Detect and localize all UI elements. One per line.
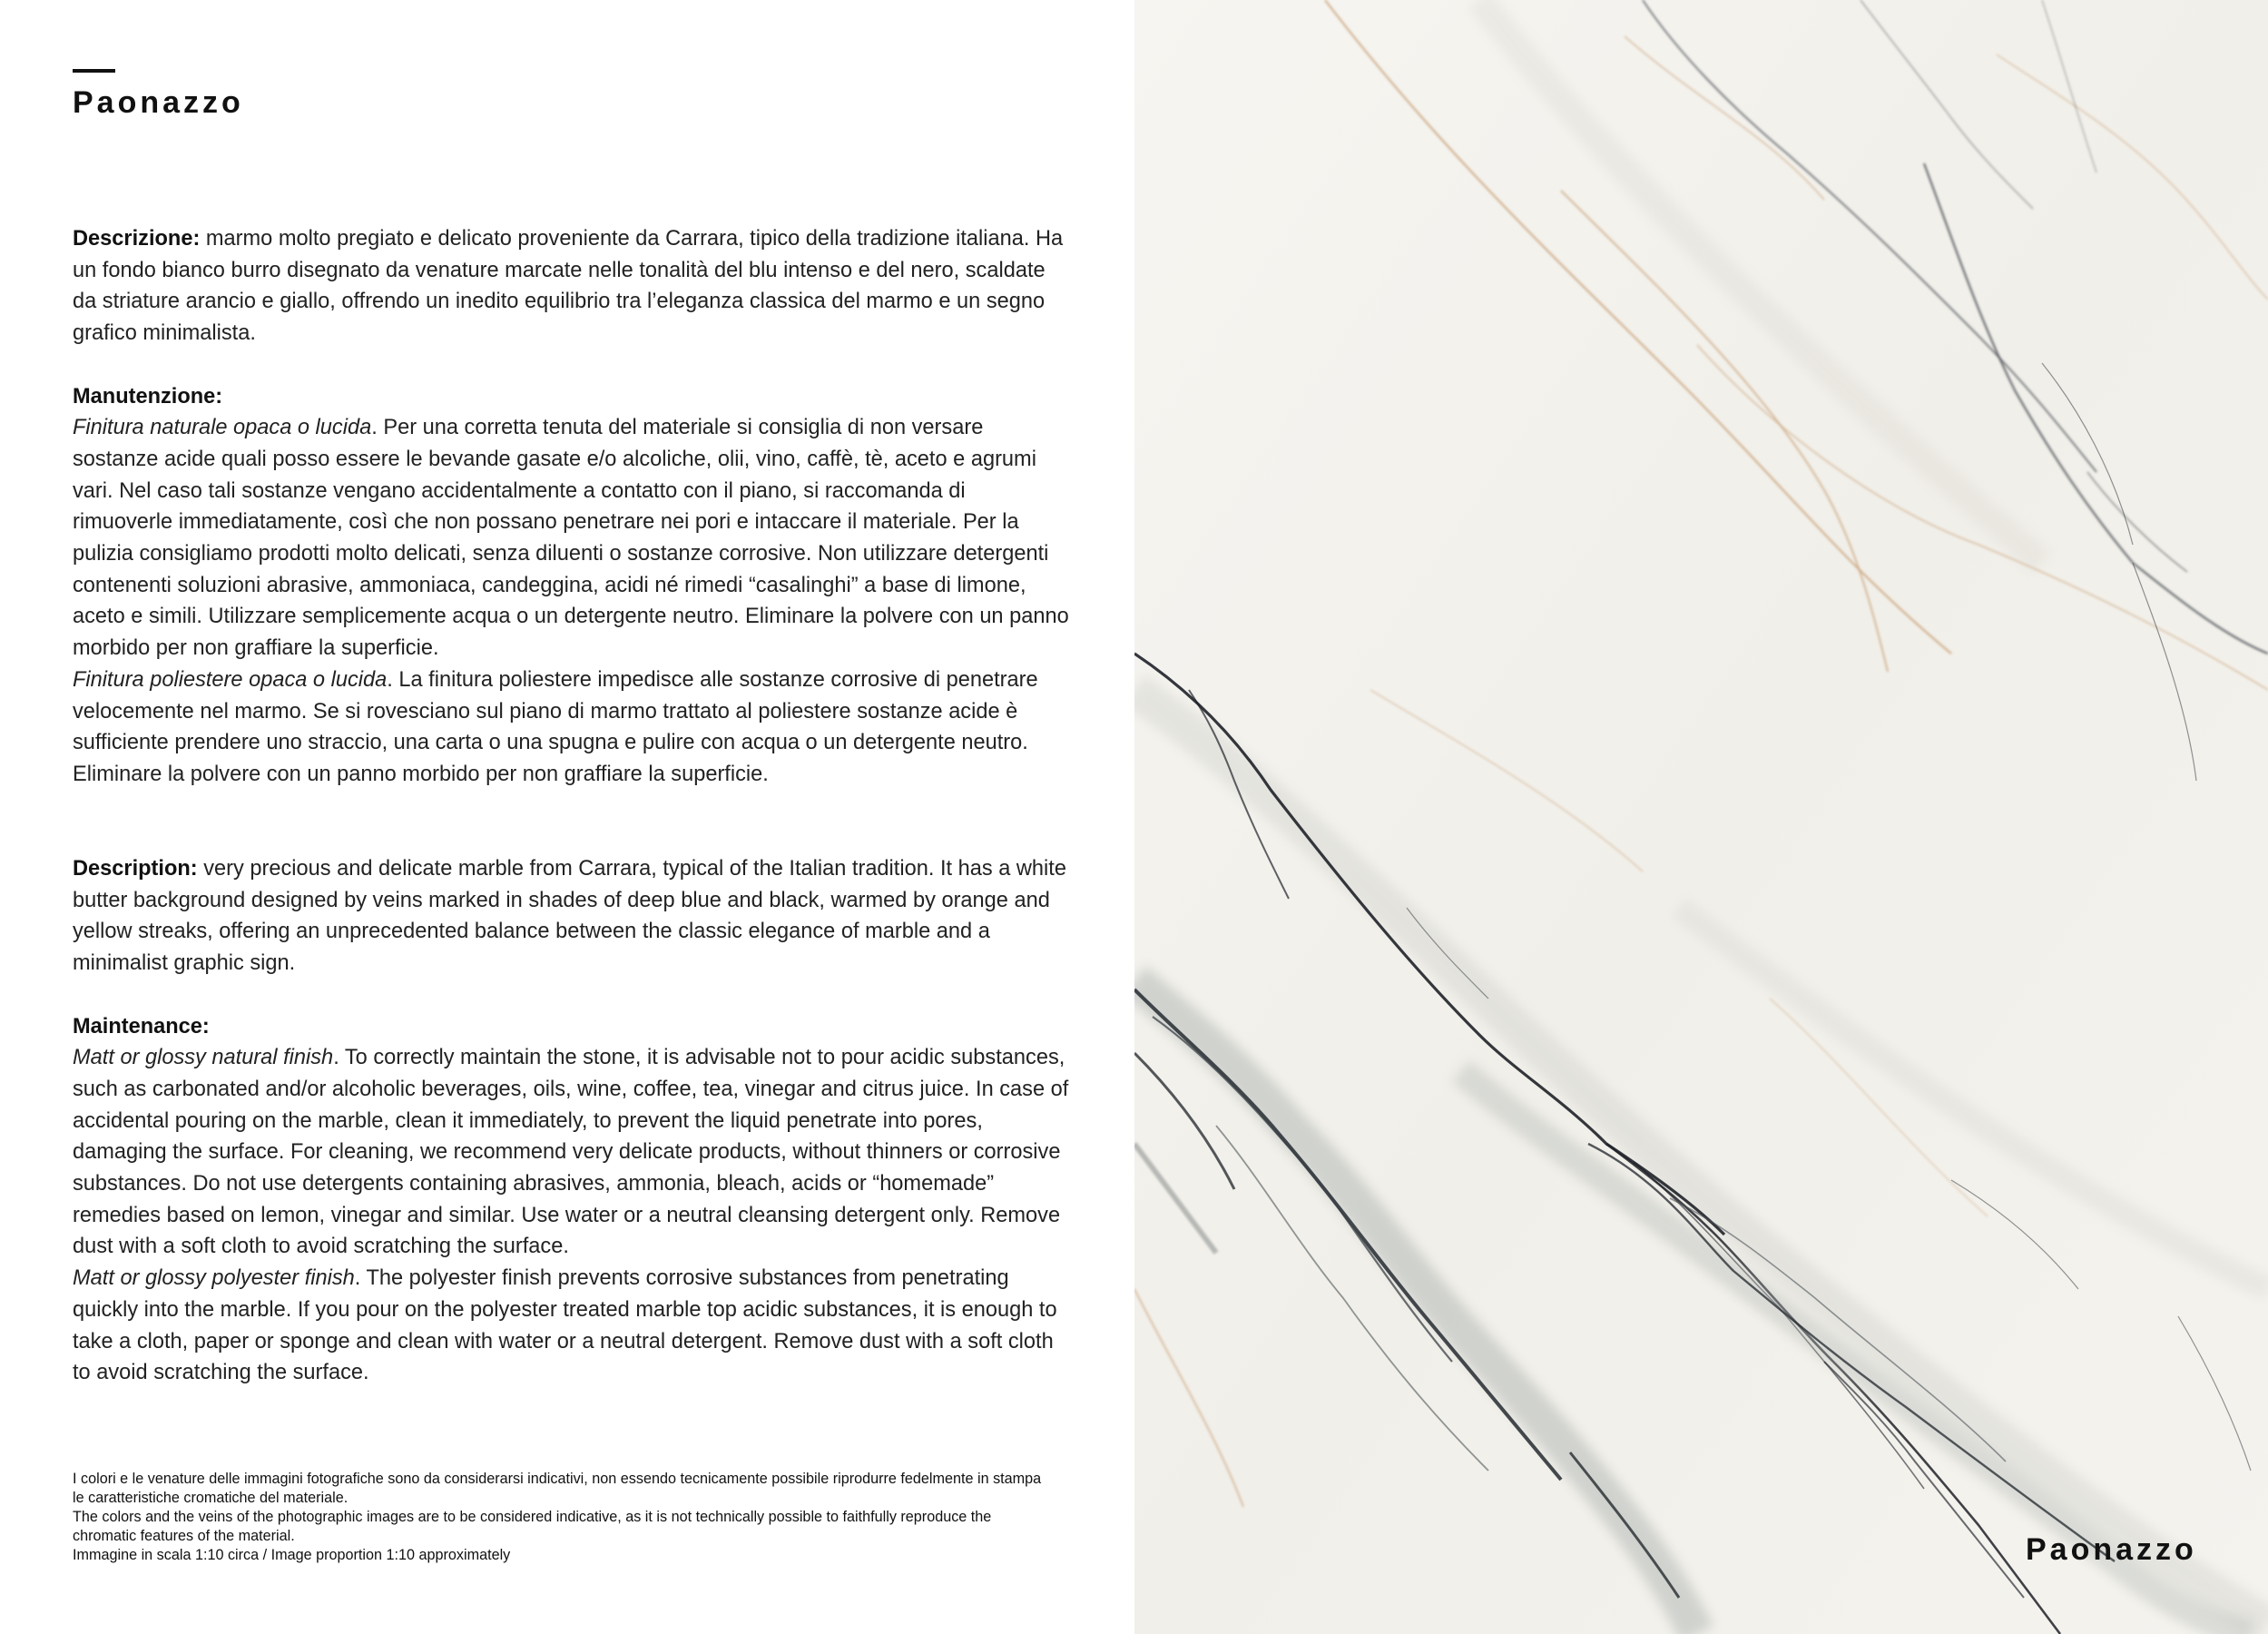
it-description-label: Descrizione: <box>73 227 201 251</box>
english-section <box>73 853 1071 1389</box>
it-description-text: marmo molto pregiato e delicato proveniente da Carrara, tipico della tradizione italiana. Ha un fondo bianco burro disegnato da venature marcate nelle tonalità del blu intenso e del nero, scaldate da striature arancio e giallo, offrendo un inedito equilibrio tra l’eleganza classica del marmo e un segno grafico minimalista. <box>73 227 1064 346</box>
it-maintenance-heading <box>73 381 1071 413</box>
page-title: Paonazzo <box>73 85 244 120</box>
en-polyester-finish-text: . The polyester finish prevents corrosive substances from penetrating quickly into the marble. If you pour on the polyester treated marble top acidic substances, it is enough to take a cloth, paper or sponge and clean with water or a neutral detergent. Remove dust with a soft cloth to avoid scratching the surface. <box>73 1266 1057 1385</box>
it-description <box>73 223 1071 349</box>
en-description-label: Description: <box>73 857 198 881</box>
en-maintenance-heading <box>73 1011 1071 1043</box>
en-description <box>73 853 1071 979</box>
en-natural-finish-label: Matt or glossy natural finish <box>73 1046 334 1070</box>
en-disclaimer: The colors and the veins of the photographic images are to be considered indicative, as it is not technically possible to faithfully reproduce the chromatic features of the material. <box>73 1509 992 1544</box>
it-maintenance-label: Manutenzione: <box>73 384 223 408</box>
it-natural-finish-text: . Per una corretta tenuta del materiale si consiglia di non versare sostanze acide quali posso essere le bevande gasate e/o alcoliche, olii, vino, caffè, tè, aceto e agrumi vari. Nel caso tali sostanze vengano accidentalmente a contatto con il piano, si raccomanda di rimuoverle immediatamente, così che non possano penetrare nei pori e intaccare il materiale. Per la pulizia consigliamo prodotti molto delicati, senza diluenti o sostanze corrosive. Non utilizzare detergenti contenenti soluzioni abrasive, ammoniaca, candeggina, acidi né rimedi “casalinghi” a base di limone, aceto e simili. Utilizzare semplicemente acqua o un detergente neutro. Eliminare la polvere con un panno morbido per non graffiare la superficie. <box>73 416 1069 661</box>
it-disclaimer: I colori e le venature delle immagini fotografiche sono da considerarsi indicativi, non essendo tecnicamente possibile riprodurre fedelmente in stampa le caratteristiche cromatiche del materiale. <box>73 1471 1042 1506</box>
en-natural-finish-text: . To correctly maintain the stone, it is advisable not to pour acidic substances, such as carbonated and/or alcoholic beverages, oils, wine, coffee, tea, vinegar and citrus juice. In case of accidental pouring on the marble, clean it immediately, to prevent the liquid penetrate into pores, damaging the surface. For cleaning, we recommend very delicate products, without thinners or corrosive substances. Do not use detergents containing abrasives, ammonia, bleach, acids or “homemade” remedies based on lemon, vinegar and similar. Use water or a neutral cleansing detergent only. Remove dust with a soft cloth to avoid scratching the surface. <box>73 1046 1069 1259</box>
title-dash <box>73 69 115 73</box>
swatch-label: Paonazzo <box>2026 1532 2197 1567</box>
en-polyester-finish <box>73 1263 1071 1389</box>
it-polyester-finish-text: . La finitura poliestere impedisce alle sostanze corrosive di penetrare velocemente nel marmo. Se si rovesciano sul piano di marmo trattato al poliestere sostanze acide è sufficiente prendere uno straccio, una carta o una spugna e pulire con acqua o un detergente neutro. Eliminare la polvere con un panno morbido per non graffiare la superficie. <box>73 667 1038 786</box>
en-natural-finish <box>73 1042 1071 1263</box>
marble-texture <box>1134 0 2268 1634</box>
en-description-text: very precious and delicate marble from Carrara, typical of the Italian tradition. It has a white butter background designed by veins marked in shades of deep blue and black, warmed by orange and yellow streaks, offering an unprecedented balance between the classic elegance of marble and a minimalist graphic sign. <box>73 857 1066 976</box>
it-polyester-finish <box>73 664 1071 791</box>
scale-note: Immagine in scala 1:10 circa / Image proportion 1:10 approximately <box>73 1547 511 1563</box>
it-polyester-finish-label: Finitura poliestere opaca o lucida <box>73 667 388 692</box>
marble-swatch-image <box>1134 0 2268 1634</box>
it-natural-finish <box>73 412 1071 664</box>
footer-notes <box>73 1470 1053 1565</box>
en-maintenance-label: Maintenance: <box>73 1014 210 1038</box>
en-polyester-finish-label: Matt or glossy polyester finish <box>73 1266 355 1291</box>
italian-section <box>73 223 1071 791</box>
it-natural-finish-label: Finitura naturale opaca o lucida <box>73 416 372 440</box>
